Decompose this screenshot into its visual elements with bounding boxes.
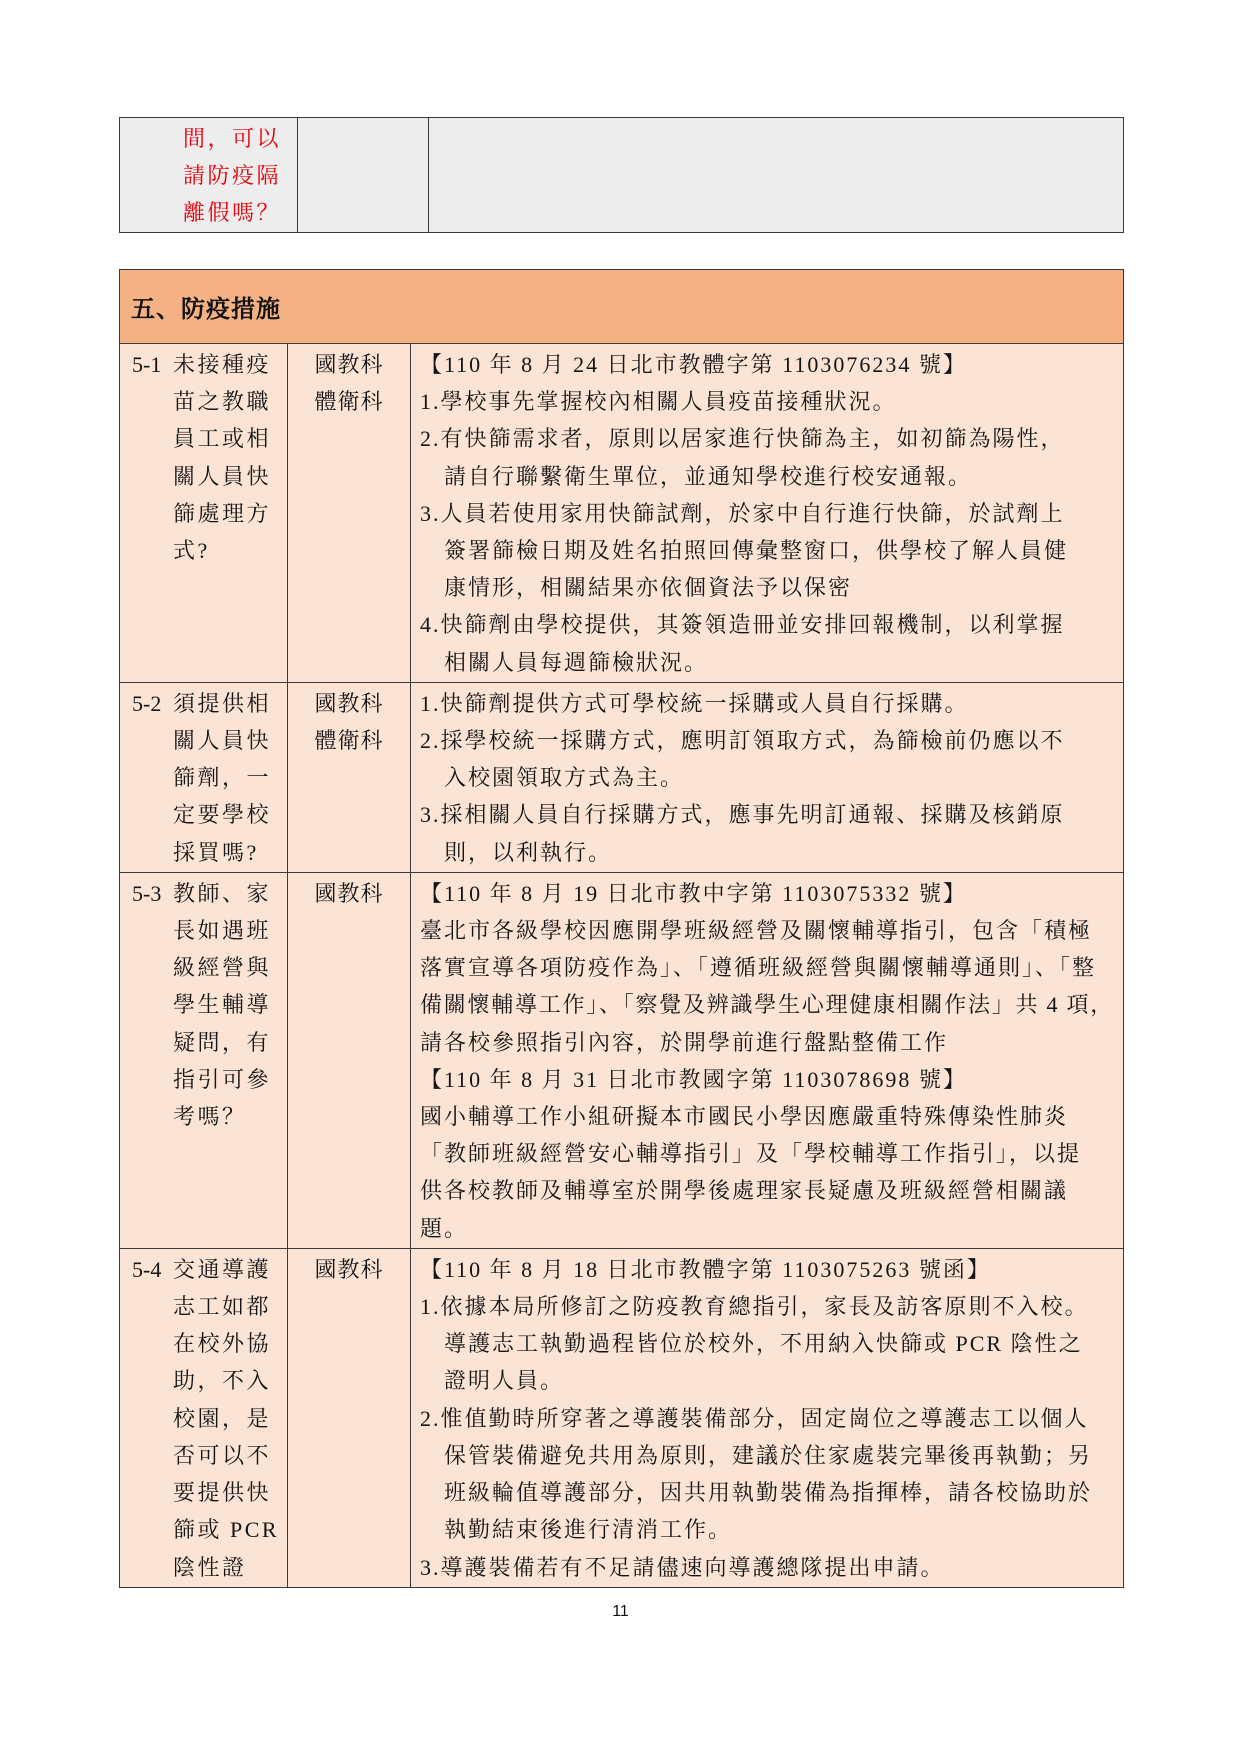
answer-cell <box>411 1248 1124 1587</box>
item-number: 5-3 <box>132 880 162 906</box>
question-text <box>173 1251 283 1586</box>
question-cell <box>120 1248 288 1587</box>
answer-line: 康情形，相關結果亦依個資法予以保密 <box>444 575 853 601</box>
question-line: 須提供相 <box>173 690 272 716</box>
question-line: 志工如都 <box>173 1294 272 1320</box>
question-line: 定要學校 <box>173 802 272 828</box>
question-line: 要提供快 <box>173 1480 272 1506</box>
answer-cell <box>411 682 1124 872</box>
question-line: 陰性證 <box>173 1554 247 1580</box>
answer-line: 3.人員若使用家用快篩試劑，於家中自行進行快篩，於試劑上 <box>420 500 1065 526</box>
answer-line: 1.快篩劑提供方式可學校統一採購或人員自行採購。 <box>420 690 969 716</box>
answer-line: 1.依據本局所修訂之防疫教育總指引，家長及訪客原則不入校。 <box>420 1294 1089 1320</box>
answer-line: 落實宣導各項防疫作為」、「遵循班級經營與關懷輔導通則」、「整 <box>420 955 1097 981</box>
answer-line: 備關懷輔導工作」、「察覺及辨識學生心理健康相關作法」共 4 項， <box>420 992 1115 1018</box>
answer-line: 證明人員。 <box>444 1368 565 1394</box>
question-cell <box>120 344 288 683</box>
question-line: 級經營與 <box>173 955 272 981</box>
answer-line: 2.有快篩需求者，原則以居家進行快篩為主，如初篩為陽性， <box>420 426 1065 452</box>
unit-cell <box>288 1248 411 1587</box>
unit-cell <box>298 118 429 233</box>
question-line: 考嗎？ <box>173 1104 247 1130</box>
answer-line: 保管裝備避免共用為原則，建議於住家處裝完畢後再執勤；另 <box>444 1442 1093 1468</box>
question-cell <box>120 682 288 872</box>
question-line: 式? <box>173 538 210 564</box>
answer-cell <box>411 344 1124 683</box>
question-line: 否可以不 <box>173 1442 272 1468</box>
answer-cell <box>429 118 1124 233</box>
question-line: 指引可參 <box>173 1066 272 1092</box>
question-line: 採買嗎? <box>173 839 259 865</box>
answer-line: 則，以利執行。 <box>444 839 613 865</box>
answer-line: 【110 年 8 月 31 日北市教國字第 1103078698 號】 <box>420 1066 967 1092</box>
question-cell <box>120 872 288 1248</box>
question-line: 請防疫隔 <box>183 163 282 189</box>
table-row <box>120 1248 1124 1587</box>
table-row <box>120 682 1124 872</box>
unit-label: 國教科 <box>314 1256 384 1282</box>
question-line: 助，不入 <box>173 1368 272 1394</box>
answer-line: 請各校參照指引內容，於開學前進行盤點整備工作 <box>420 1029 949 1055</box>
answer-line: 供各校教師及輔導室於開學後處理家長疑慮及班級經營相關議 <box>420 1178 1069 1204</box>
answer-line: 3.採相關人員自行採購方式，應事先明訂通報、採購及核銷原 <box>420 802 1065 828</box>
question-cell <box>120 118 298 233</box>
unit-label: 國教科 <box>314 352 384 377</box>
prevention-measures-table <box>119 269 1124 1588</box>
answer-line: 題。 <box>420 1215 469 1241</box>
unit-label: 國教科 <box>314 880 384 906</box>
item-number: 5-1 <box>132 352 162 377</box>
unit-label: 體衛科 <box>314 728 384 754</box>
continued-table <box>119 117 1124 233</box>
section-title: 五、防疫措施 <box>120 270 1124 344</box>
section-header-row <box>120 270 1124 344</box>
answer-cell <box>411 872 1124 1248</box>
question-line: 關人員快 <box>173 728 272 754</box>
unit-cell <box>288 872 411 1248</box>
question-line: 交通導護 <box>173 1256 272 1282</box>
answer-line: 【110 年 8 月 24 日北市教體字第 1103076234 號】 <box>420 352 967 377</box>
answer-line: 相關人員每週篩檢狀況。 <box>444 649 709 675</box>
question-line: 篩劑，一 <box>173 765 272 791</box>
answer-line: 2.惟值勤時所穿著之導護裝備部分，固定崗位之導護志工以個人 <box>420 1405 1089 1431</box>
unit-label: 體衛科 <box>314 389 384 415</box>
question-text <box>173 875 283 1135</box>
answer-line: 【110 年 8 月 18 日北市教體字第 1103075263 號函】 <box>420 1256 991 1282</box>
question-line: 未接種疫 <box>173 352 272 377</box>
answer-line: 4.快篩劑由學校提供，其簽領造冊並安排回報機制，以利掌握 <box>420 612 1065 638</box>
answer-line: 班級輪值導護部分，因共用執勤裝備為指揮棒，請各校協助於 <box>444 1480 1093 1506</box>
question-line: 員工或相 <box>173 426 272 452</box>
question-line: 關人員快 <box>173 463 272 489</box>
answer-line: 請自行聯繫衛生單位，並通知學校進行校安通報。 <box>444 463 973 489</box>
answer-line: 「教師班級經營安心輔導指引」及「學校輔導工作指引」，以提 <box>420 1141 1082 1167</box>
unit-cell <box>288 682 411 872</box>
question-line: 苗之教職 <box>173 389 272 415</box>
answer-line: 簽署篩檢日期及姓名拍照回傳彙整窗口，供學校了解人員健 <box>444 538 1069 564</box>
question-line: 離假嗎？ <box>183 200 282 226</box>
question-line: 篩處理方 <box>173 500 272 526</box>
page-number: 11 <box>612 1603 629 1620</box>
answer-line: 入校園領取方式為主。 <box>444 765 685 791</box>
question-line: 疑問，有 <box>173 1029 272 1055</box>
answer-line: 2.採學校統一採購方式，應明訂領取方式，為篩檢前仍應以不 <box>420 728 1065 754</box>
answer-line: 國小輔導工作小組研擬本市國民小學因應嚴重特殊傳染性肺炎 <box>420 1104 1069 1130</box>
question-line: 長如遇班 <box>173 918 272 944</box>
item-number: 5-4 <box>132 1256 162 1282</box>
answer-line: 導護志工執勤過程皆位於校外，不用納入快篩或 PCR 陰性之 <box>444 1331 1083 1357</box>
question-line: 篩或 PCR <box>173 1517 280 1543</box>
table-row <box>120 872 1124 1248</box>
answer-line: 執勤結束後進行清消工作。 <box>444 1517 733 1543</box>
question-line: 校園，是 <box>173 1405 272 1431</box>
question-line: 教師、家 <box>173 880 272 906</box>
answer-line: 臺北市各級學校因應開學班級經營及關懷輔導指引，包含「積極 <box>420 918 1093 944</box>
answer-line: 1.學校事先掌握校內相關人員疫苗接種狀況。 <box>420 389 897 415</box>
question-text <box>173 346 283 569</box>
table-row <box>120 118 1124 233</box>
question-line: 在校外協 <box>173 1331 272 1357</box>
table-row <box>120 344 1124 683</box>
question-text <box>173 685 283 871</box>
item-number: 5-2 <box>132 690 162 716</box>
unit-label: 國教科 <box>314 690 384 716</box>
question-line: 間，可以 <box>183 126 282 151</box>
answer-line: 3.導護裝備若有不足請儘速向導護總隊提出申請。 <box>420 1554 945 1580</box>
question-line: 學生輔導 <box>173 992 272 1018</box>
answer-line: 【110 年 8 月 19 日北市教中字第 1103075332 號】 <box>420 880 967 906</box>
unit-cell <box>288 344 411 683</box>
